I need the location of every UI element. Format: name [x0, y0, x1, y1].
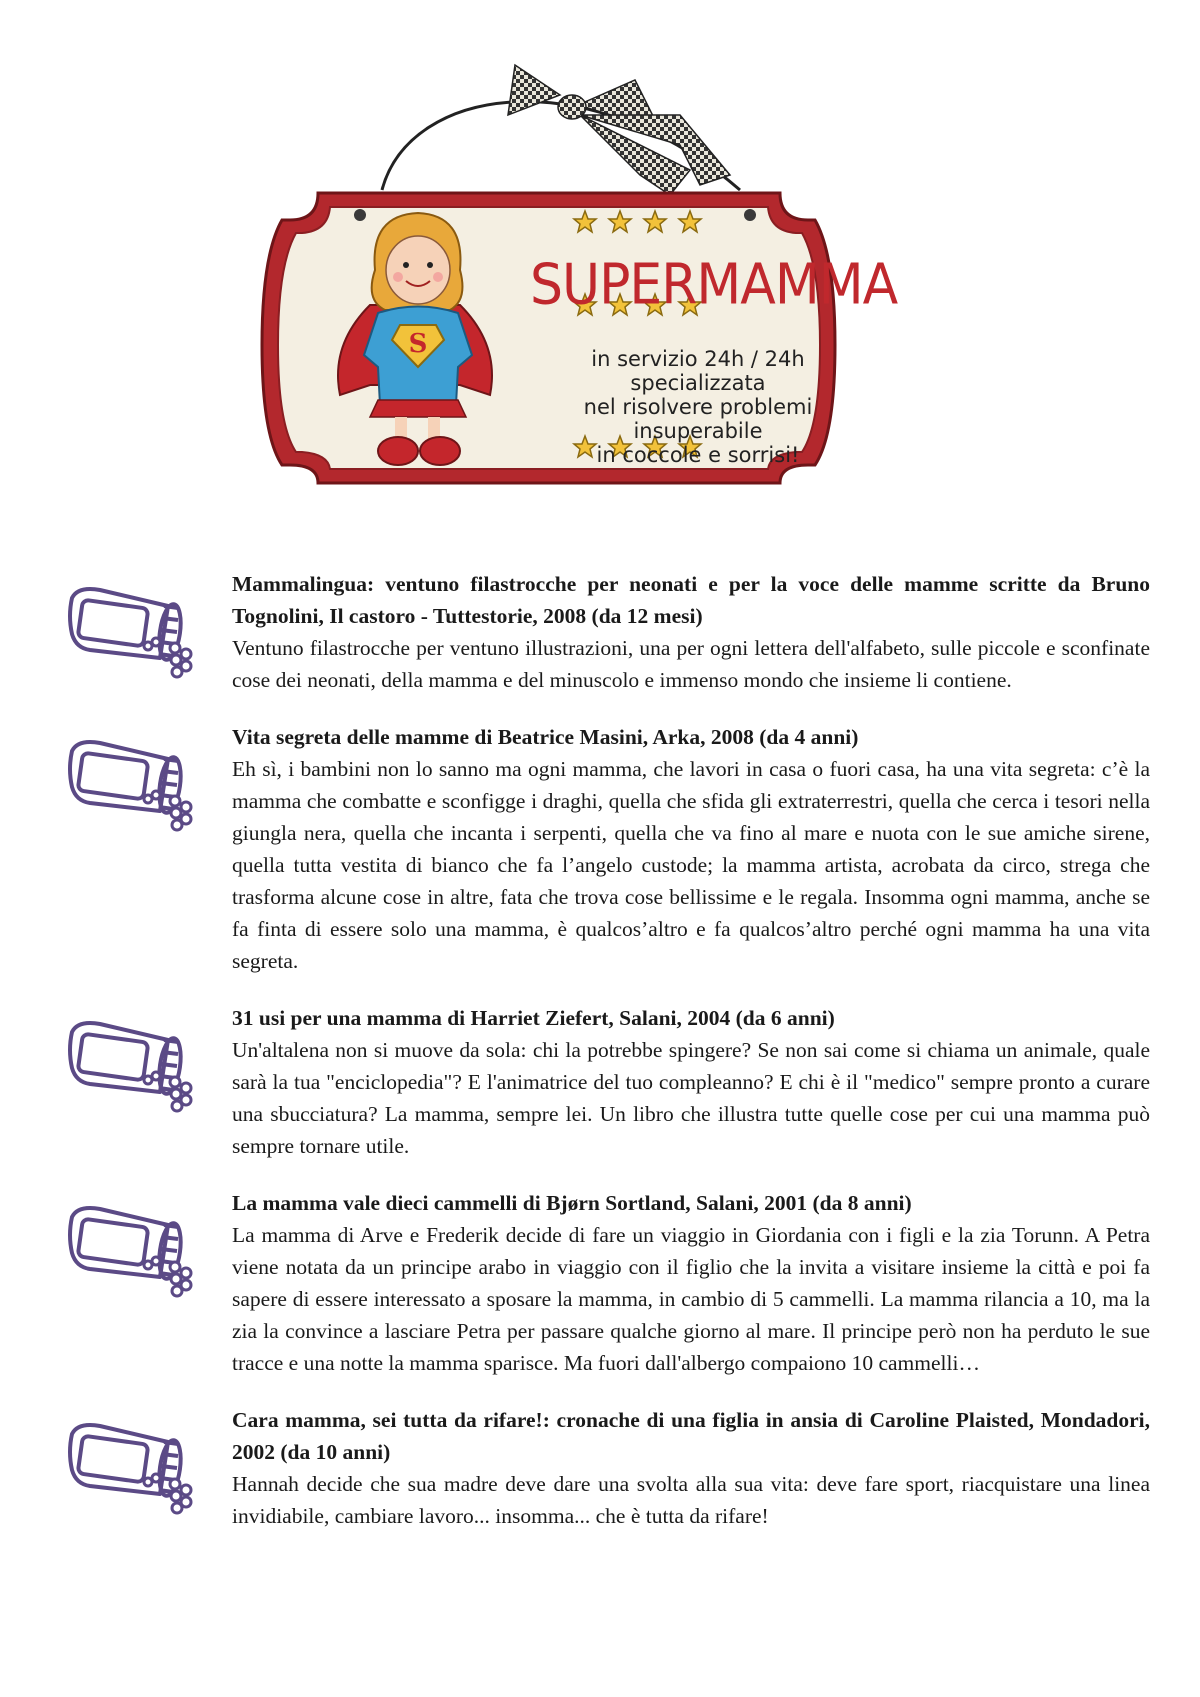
book-description: Ventuno filastrocche per ventuno illustrazioni, una per ogni lettera dell'alfabeto, sulle piccole e sconfinate cose dei neonati, della mamma e del minuscolo e immenso mondo che insieme li contiene. [232, 636, 1150, 692]
book-entry [60, 1002, 1150, 1162]
plaque-line: in coccole e sorrisi! [596, 443, 800, 467]
checkered-bow [508, 65, 730, 195]
plaque-lines [528, 347, 868, 467]
emblem-letter: S [408, 329, 428, 359]
supermamma-plaque [260, 55, 940, 525]
plaque-line: in servizio 24h / 24h [591, 347, 805, 371]
book-entry [60, 568, 1150, 696]
book-title: 31 usi per una mamma di Harriet Ziefert, Salani, 2004 (da 6 anni) [232, 1006, 835, 1030]
book-title: Cara mamma, sei tutta da rifare!: cronache di una figlia in ansia di Caroline Plaisted, Mondadori, 2002 (da 10 anni) [232, 1408, 1150, 1464]
book-entry [60, 721, 1150, 977]
plaque-line: specializzata [630, 371, 766, 395]
spilled-pill-bottle-icon [60, 1010, 200, 1120]
spilled-pill-bottle-icon [60, 729, 200, 839]
book-description: Un'altalena non si muove da sola: chi la potrebbe spingere? Se non sai come si chiama un animale, quale sarà la tua "enciclopedia"? E l'animatrice del tuo compleanno? E chi è il "medico" sempre pronto a curare una sbucciatura? La mamma, sempre lei. Un libro che illustra tutte quelle cose per cui una mamma può sempre tornare utile. [232, 1038, 1150, 1158]
book-title: Mammalingua: ventuno filastrocche per neonati e per la voce delle mamme scritte da Bruno Tognolini, Il castoro - Tuttestorie, 2008 (da 12 mesi) [232, 572, 1150, 628]
plaque-line: insuperabile [633, 419, 763, 443]
book-entry [60, 1187, 1150, 1379]
plaque-line: nel risolvere problemi [583, 395, 813, 419]
spilled-pill-bottle-icon [60, 576, 200, 686]
book-entry [60, 1404, 1150, 1532]
plaque-title: SUPERMAMMA [530, 252, 898, 318]
book-title: La mamma vale dieci cammelli di Bjørn Sortland, Salani, 2001 (da 8 anni) [232, 1191, 912, 1215]
spilled-pill-bottle-icon [60, 1412, 200, 1522]
book-description: Eh sì, i bambini non lo sanno ma ogni mamma, che lavori in casa o fuori casa, ha una vita segreta: c’è la mamma che combatte e sconfigge i draghi, quella che sfida gli extraterrestri, quella che cerca i tesori nella giungla nera, quella che incanta i serpenti, quella che va fino al mare e nuota con le sue amiche sirene, quella tutta vestita di bianco che fa l’angelo custode; la mamma artista, acrobata da circo, strega che trasforma alcune cose in altre, fata che trova cose bellissime e le regala. Insomma ogni mamma, anche se fa finta di essere solo una mamma, è qualcos’altro e fa qualcos’altro perché ogni mamma ha una vita segreta. [232, 757, 1150, 973]
book-title: Vita segreta delle mamme di Beatrice Masini, Arka, 2008 (da 4 anni) [232, 725, 859, 749]
spilled-pill-bottle-icon [60, 1195, 200, 1305]
book-description: Hannah decide che sua madre deve dare una svolta alla sua vita: deve fare sport, riacquistare una linea invidiabile, cambiare lavoro... insomma... che è tutta da rifare! [232, 1472, 1150, 1528]
book-list [60, 568, 1150, 1557]
book-description: La mamma di Arve e Frederik decide di fare un viaggio in Giordania con i figli e la zia Torunn. A Petra viene notata da un principe arabo in viaggio con il figlio che la invita a visitare insieme la città e poi fa sapere di essere interessato a sposare la mamma, in cambio di 5 cammelli. La mamma rilancia a 10, ma la zia la convince a lasciare Petra per passare qualche giorno al mare. Il principe però non ha perduto le sue tracce e una notte la mamma sparisce. Ma fuori dall'albergo compaiono 10 cammelli… [232, 1223, 1150, 1375]
